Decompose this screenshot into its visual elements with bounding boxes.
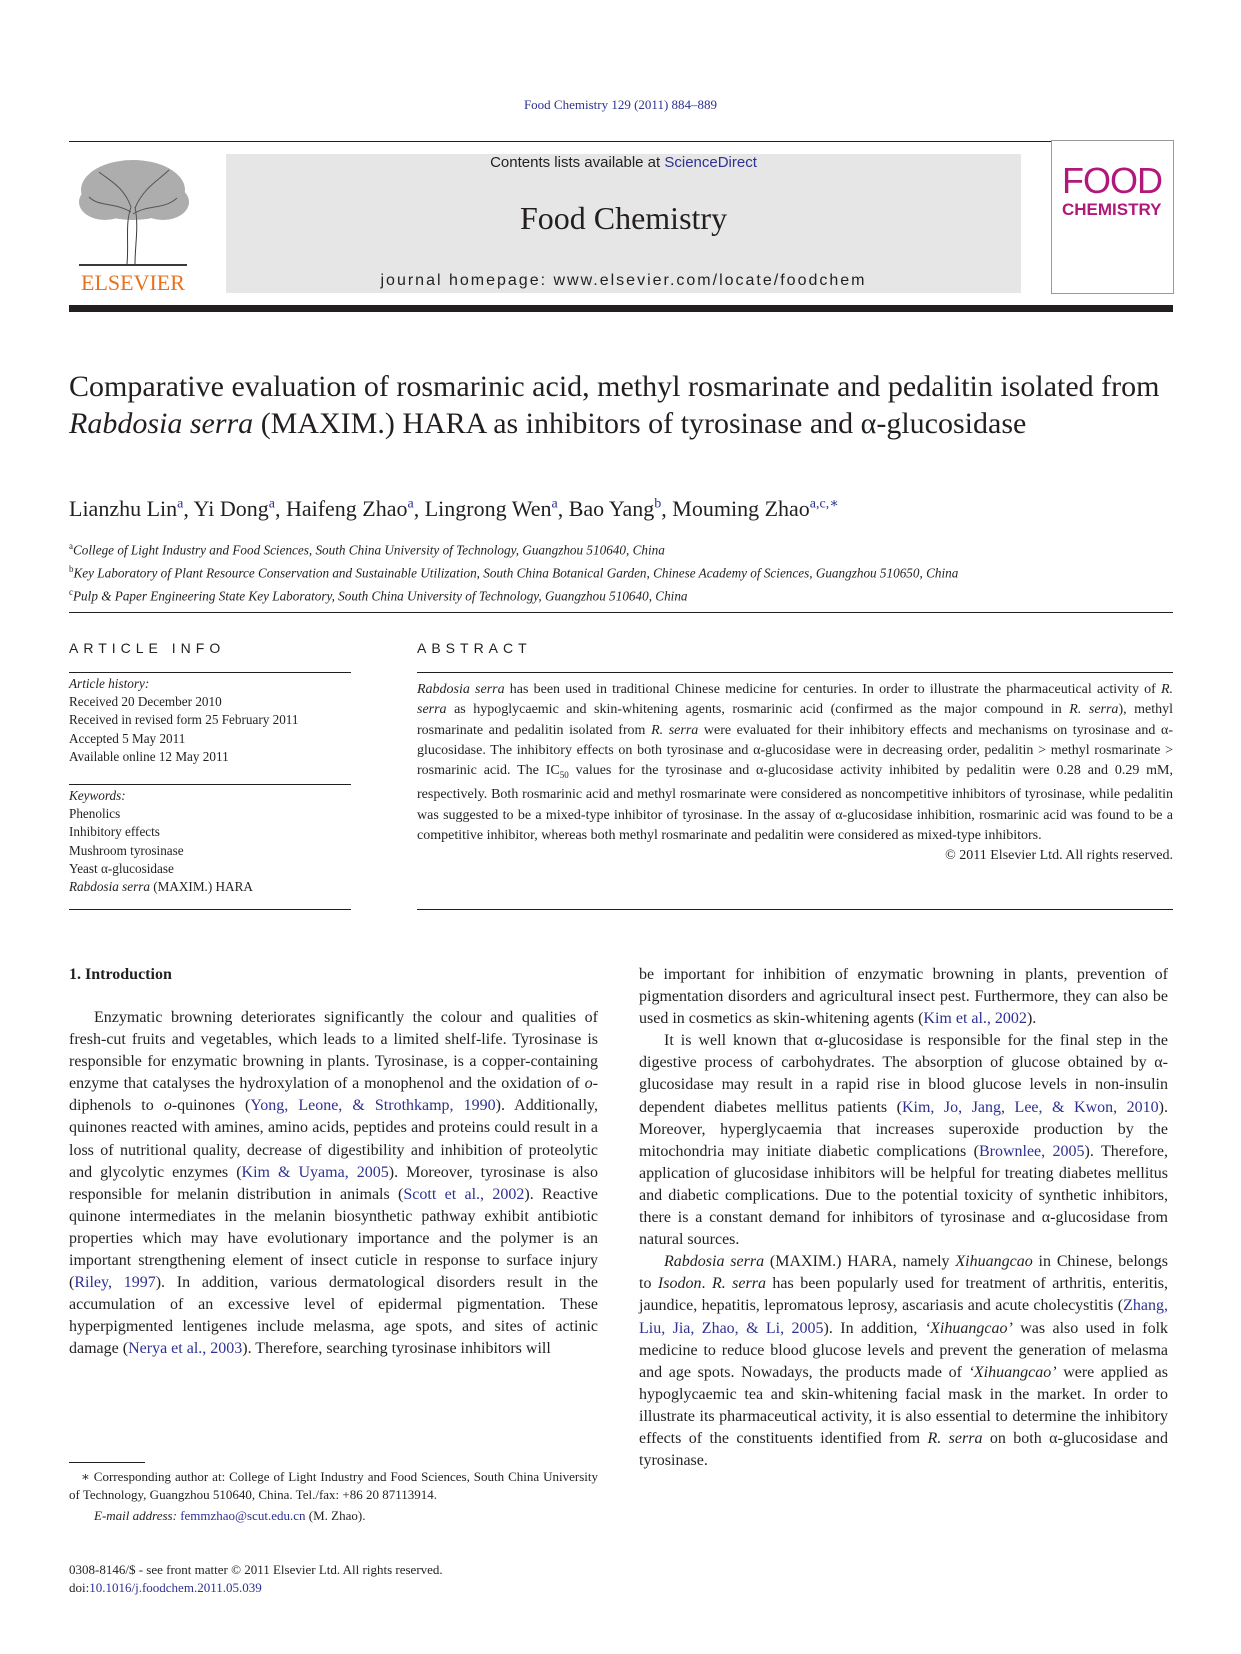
journal-cover-thumbnail[interactable] (1051, 140, 1174, 294)
citation-link[interactable]: Kim, Jo, Jang, Lee, & Kwon, 2010 (901, 1098, 1159, 1116)
cover-title-chemistry: CHEMISTRY (1062, 200, 1162, 219)
article-info-heading: ARTICLE INFO (69, 640, 226, 656)
keywords-label: Keywords: (69, 788, 126, 803)
keyword: Mushroom tyrosinase (69, 842, 184, 858)
body-column-right (639, 964, 1168, 1472)
email-line: E-mail address: femmzhao@scut.edu.cn (M. Zhao). (94, 1507, 366, 1523)
keyword: Yeast α-glucosidase (69, 860, 174, 876)
cover-title-food: FOOD (1062, 160, 1162, 201)
citation-link[interactable]: Nerya et al., 2003 (128, 1340, 243, 1358)
section-heading-introduction: 1. Introduction (69, 966, 172, 983)
affiliation: $^a$College of Light Industry and Food Sciences, South China University of Technology, Guangzhou 510640, China (69, 541, 665, 558)
abstract-rule (417, 672, 1173, 673)
journal-name: Food Chemistry (519, 200, 728, 236)
article-title: Comparative evaluation of rosmarinic acid, methyl rosmarinate and pedalitin isolated from Rabdosia serra (MAXIM.) HARA as inhibitors of tyrosinase and α-glucosidase (69, 370, 1160, 440)
keywords (69, 787, 351, 896)
article-history (69, 675, 351, 766)
copyright: © 2011 Elsevier Ltd. All rights reserved. (945, 848, 1173, 864)
section-divider (69, 612, 1173, 613)
journal-citation[interactable]: Food Chemistry 129 (2011) 884–889 (523, 97, 718, 112)
author[interactable]: Bao Yang$^b$ (568, 496, 662, 522)
citation-link[interactable]: Scott et al., 2002 (403, 1185, 525, 1203)
citation-link[interactable]: Kim & Uyama, 2005 (241, 1163, 389, 1181)
history-item: Received 20 December 2010 (69, 694, 222, 710)
body-column-left (69, 1007, 598, 1361)
keyword: Rabdosia serra (MAXIM.) HARA (69, 879, 253, 895)
corresponding-author-note: ∗ Corresponding author at: College of Light Industry and Food Sciences, South China University of Technology, Guangzhou 510640, China. Tel./fax: +86 20 87113914. (69, 1469, 598, 1503)
doi-line: doi:10.1016/j.foodchem.2011.05.039 (69, 1580, 262, 1596)
corresponding-author-footnote (69, 1468, 598, 1525)
author-email-link[interactable]: femmzhao@scut.edu.cn (180, 1507, 306, 1523)
intro-paragraph-1: Enzymatic browning deteriorates significantly the colour and qualities of fresh-cut fruits and vegetables, which leads to a limited shelf-life. Tyrosinase is responsible for enzymatic browning in plants. Tyrosinase, is a copper-containing enzyme that catalyses the hydroxylation of a monophenol and the oxidation of o-diphenols to o-quinones (Yong, Leone, & Strothkamp, 1990). Additionally, quinones reacted with amines, amino acids, peptides and proteins could result in a loss of nutritional quality, decrease of digestibility and inhibition of proteolytic and glycolytic enzymes (Kim & Uyama, 2005). Moreover, tyrosinase is also responsible for melanin distribution in animals (Scott et al., 2002). Reactive quinone intermediates in the melanin biosynthetic pathway exhibit antibiotic properties which may have evolutionary importance and the polymer is an important strengthening element of insect cuticle in response to surface injury (Riley, 1997). In addition, various dermatological disorders result in the accumulation of an excessive level of epidermal pigmentation. These hyperpigmented lentigenes include melasma, age spots, and sites of actinic damage (Nerya et al., 2003). Therefore, searching tyrosinase inhibitors will (69, 1009, 599, 1358)
issn-line: 0308-8146/$ - see front matter © 2011 Elsevier Ltd. All rights reserved. (69, 1562, 443, 1577)
citation-link[interactable]: Riley, 1997 (74, 1274, 156, 1292)
citation-link[interactable]: Kim et al., 2002 (923, 1010, 1027, 1028)
history-item: Received in revised form 25 February 2011 (69, 712, 299, 728)
contents-line (226, 154, 1021, 171)
abstract-heading: ABSTRACT (417, 640, 532, 656)
article-info-rule (69, 672, 351, 673)
affiliation: $^c$Pulp & Paper Engineering State Key Laboratory, South China University of Technology, Guangzhou 510640, China (69, 586, 688, 604)
publication-meta (69, 1561, 629, 1598)
author[interactable]: Yi Dong$^a$ (193, 496, 275, 522)
author[interactable]: Mouming Zhao$^{a,c,∗}$ (672, 496, 839, 522)
header-rule (69, 141, 1173, 142)
header-thick-rule (69, 305, 1173, 312)
affiliations (69, 537, 1173, 606)
elsevier-logo (69, 152, 197, 294)
sciencedirect-link[interactable]: ScienceDirect (664, 154, 757, 171)
history-item: Available online 12 May 2011 (69, 748, 229, 764)
intro-paragraph-2: It is well known that α-glucosidase is responsible for the final step in the digestive process of carbohydrates. The absorption of glucose obtained by α-glucosidase may result in a rapid rise in blood glucose levels in non-insulin dependent diabetes mellitus patients (Kim, Jo, Jang, Lee, & Kwon, 2010). Moreover, hyperglycaemia that increases superoxide production by the mitochondria may initiate diabetic complications (Brownlee, 2005). Therefore, application of glucosidase inhibitors will be helpful for treating diabetes mellitus and diabetic complications. Due to the potential toxicity of synthetic inhibitors, there is a constant demand for inhibitors of tyrosinase and α-glucosidase from natural sources. (639, 1032, 1169, 1249)
abstract-rule (417, 909, 1173, 910)
journal-homepage[interactable]: journal homepage: www.elsevier.com/locate/foodchem (380, 272, 867, 289)
history-item: Accepted 5 May 2011 (69, 730, 186, 746)
author[interactable]: Lianzhu Lin$^a$ (69, 496, 184, 522)
author[interactable]: Lingrong Wen$^a$ (424, 496, 558, 522)
cover-title (1062, 160, 1162, 219)
elsevier-wordmark: ELSEVIER (81, 270, 185, 294)
citation-link[interactable]: Yong, Leone, & Strothkamp, 1990 (250, 1097, 496, 1115)
intro-paragraph-3: Rabdosia serra (MAXIM.) HARA, namely Xihuangcao in Chinese, belongs to Isodon. R. serra has been popularly used for treatment of arthritis, enteritis, jaundice, hepatitis, lepromatous leprosy, ascariasis and acute cholecystitis (Zhang, Liu, Jia, Zhao, & Li, 2005). In addition, ‘Xihuangcao’ was also used in folk medicine to reduce blood glucose levels and prevent the generation of melasma and age spots. Nowadays, the products made of ‘Xihuangcao’ were applied as hypoglycaemic tea and skin-whitening facial mask in the market. In order to illustrate its pharmaceutical activity, it is also essential to determine the inhibitory effects of the constituents identified from R. serra on both α-glucosidase and tyrosinase. (639, 1253, 1169, 1470)
author-list: Lianzhu Lin$^a$, Yi Dong$^a$, Haifeng Zhao$^a$, Lingrong Wen$^a$, Bao Yang$^b$, Mouming Zhao$^{a,c,∗}$ (69, 496, 839, 522)
author[interactable]: Haifeng Zhao$^a$ (285, 496, 414, 522)
affiliation: $^b$Key Laboratory of Plant Resource Conservation and Sustainable Utilization, South China Botanical Garden, Chinese Academy of Sciences, Guangzhou 510650, China (69, 563, 959, 581)
article-info-rule (69, 909, 351, 910)
keyword: Inhibitory effects (69, 824, 160, 840)
contents-prefix: Contents lists available at (490, 154, 665, 171)
citation-link[interactable]: Brownlee, 2005 (978, 1142, 1085, 1160)
citation-link[interactable]: Zhang, Liu, Jia, Zhao, & Li, 2005 (639, 1297, 1168, 1337)
doi-link[interactable]: 10.1016/j.foodchem.2011.05.039 (89, 1580, 262, 1596)
article-info-rule (69, 784, 351, 785)
history-label: Article history: (69, 676, 150, 691)
intro-paragraph-1-continued: be important for inhibition of enzymatic browning in plants, prevention of pigmentation disorders and agricultural insect pest. Furthermore, they can also be used in cosmetics as skin-whitening agents (Kim et al., 2002). (639, 966, 1168, 1028)
keyword: Phenolics (69, 806, 121, 822)
footnote-rule (69, 1462, 145, 1463)
abstract-text: Rabdosia serra has been used in traditional Chinese medicine for centuries. In order to illustrate the pharmaceutical activity of R. serra as hypoglycaemic and skin-whitening agents, rosmarinic acid (confirmed as the major compound in R. serra), methyl rosmarinate and pedalitin isolated from R. serra were evaluated for their inhibitory effects and mechanisms on tyrosinase and α-glucosidase. The inhibitory effects on both tyrosinase and α-glucosidase were in decreasing order, pedalitin > methyl rosmarinate > rosmarinic acid. The $IC_{50}$ values for the tyrosinase and α-glucosidase activity inhibited by pedalitin were 0.28 and 0.29 mM, respectively. Both rosmarinic acid and methyl rosmarinate were considered as noncompetitive inhibitors of tyrosinase, while pedalitin was suggested to be a mixed-type inhibitor of tyrosinase. In the assay of α-glucosidase inhibition, rosmarinic acid was found to be a competitive inhibitor, whereas both methyl rosmarinate and pedalitin were considered as mixed-type inhibitors. © 2011 Elsevier Ltd. All rights reserved. (417, 680, 1173, 866)
